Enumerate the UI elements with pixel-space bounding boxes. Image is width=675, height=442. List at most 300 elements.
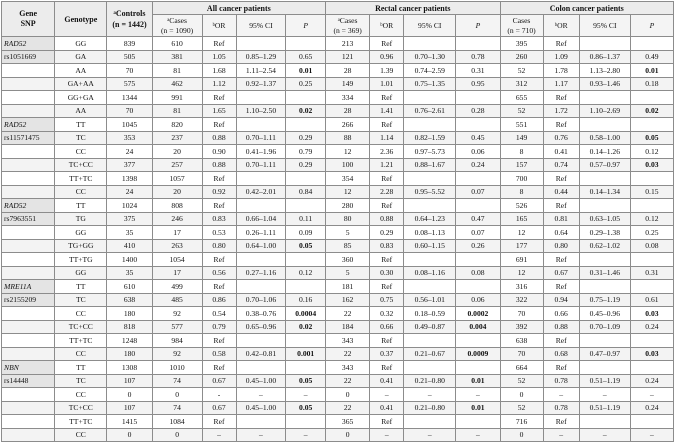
colon-p-cell: –	[630, 388, 673, 402]
controls-cell: 107	[107, 374, 152, 388]
colon-cases-cell: 12	[500, 266, 543, 280]
genotype-cell: CC	[55, 347, 107, 361]
all-cases-cell: 81	[152, 64, 202, 78]
all-cases-cell: 20	[152, 185, 202, 199]
all-p-cell: –	[286, 428, 326, 442]
table-row	[2, 104, 674, 118]
colon-cases-cell: 322	[500, 293, 543, 307]
controls-cell: 35	[107, 266, 152, 280]
rectal-or-cell: –	[370, 388, 404, 402]
colon-p-cell	[630, 334, 673, 348]
rectal-ci-cell	[404, 415, 456, 429]
rectal-ci-cell: 0.08–1.13	[404, 226, 456, 240]
colon-ci-cell	[579, 361, 630, 375]
colon-cases-cell: 0	[500, 388, 543, 402]
rectal-cases-cell: 22	[326, 347, 370, 361]
controls-cell: 1415	[107, 415, 152, 429]
colon-ci-cell: 0.14–1.26	[579, 145, 630, 159]
all-cases-cell: 20	[152, 145, 202, 159]
all-cases-cell: 1057	[152, 172, 202, 186]
all-or-cell: Ref	[202, 172, 236, 186]
rectal-cases-cell: 22	[326, 307, 370, 321]
rectal-ci-cell: 0.97–5.73	[404, 145, 456, 159]
rectal-ci-cell	[404, 118, 456, 132]
gene-cell	[2, 253, 55, 267]
all-or-cell: 0.67	[202, 401, 236, 415]
colon-p-cell: 0.24	[630, 320, 673, 334]
table-row	[2, 334, 674, 348]
header-colon-cases-n: (n = 710)	[507, 25, 536, 35]
table-row	[2, 199, 674, 213]
gene-cell	[2, 77, 55, 91]
colon-p-cell: 0.03	[630, 158, 673, 172]
rectal-p-cell	[456, 361, 500, 375]
header-group-all: All cancer patients	[152, 2, 325, 15]
rectal-p-cell: 0.0002	[456, 307, 500, 321]
colon-ci-cell: 0.86–1.37	[579, 50, 630, 64]
all-cases-cell: 381	[152, 50, 202, 64]
all-cases-cell: 610	[152, 37, 202, 51]
controls-cell: 353	[107, 131, 152, 145]
rectal-p-cell: 0.07	[456, 185, 500, 199]
all-or-cell: Ref	[202, 415, 236, 429]
colon-or-cell: Ref	[543, 280, 579, 294]
rectal-p-cell: –	[456, 428, 500, 442]
rectal-cases-cell: 184	[326, 320, 370, 334]
header-all-p: P	[286, 15, 326, 37]
colon-ci-cell: 0.62–1.02	[579, 239, 630, 253]
gene-cell: RAD52	[2, 118, 55, 132]
header-rectal-cases-label: ᵃCases	[337, 16, 358, 25]
gene-cell	[2, 145, 55, 159]
all-cases-cell: 1054	[152, 253, 202, 267]
rectal-or-cell: 0.83	[370, 239, 404, 253]
colon-cases-cell: 691	[500, 253, 543, 267]
genotype-cell: GG	[55, 226, 107, 240]
all-cases-cell: 74	[152, 374, 202, 388]
rectal-or-cell: 2.28	[370, 185, 404, 199]
colon-or-cell: 0.67	[543, 266, 579, 280]
all-p-cell	[286, 91, 326, 105]
colon-or-cell: 0.66	[543, 307, 579, 321]
rectal-p-cell	[456, 118, 500, 132]
rectal-or-cell: 0.37	[370, 347, 404, 361]
colon-p-cell	[630, 37, 673, 51]
genotype-cell: AA	[55, 104, 107, 118]
colon-ci-cell: 0.63–1.05	[579, 212, 630, 226]
genotype-cell: TT+TC	[55, 415, 107, 429]
genotype-cell: TT+TC	[55, 172, 107, 186]
all-or-cell: Ref	[202, 334, 236, 348]
colon-p-cell: 0.61	[630, 293, 673, 307]
all-cases-cell: 74	[152, 401, 202, 415]
rectal-cases-cell: 22	[326, 401, 370, 415]
all-ci-cell: 0.85–1.29	[236, 50, 286, 64]
all-ci-cell	[236, 280, 286, 294]
table-row	[2, 388, 674, 402]
all-or-cell: 0.90	[202, 145, 236, 159]
colon-cases-cell: 70	[500, 347, 543, 361]
all-or-cell: Ref	[202, 280, 236, 294]
rectal-ci-cell	[404, 253, 456, 267]
table-row	[2, 253, 674, 267]
controls-cell: 24	[107, 185, 152, 199]
rectal-or-cell: 0.75	[370, 293, 404, 307]
rectal-cases-cell: 360	[326, 253, 370, 267]
all-cases-cell: 257	[152, 158, 202, 172]
genotype-cell: TT	[55, 118, 107, 132]
genotype-cell: CC	[55, 185, 107, 199]
rectal-ci-cell: –	[404, 428, 456, 442]
header-controls-label: ᵃControls	[113, 9, 146, 18]
rectal-or-cell: 1.21	[370, 158, 404, 172]
rectal-or-cell: –	[370, 428, 404, 442]
header-rectal-p: P	[456, 15, 500, 37]
rectal-or-cell: Ref	[370, 253, 404, 267]
all-p-cell: 0.05	[286, 374, 326, 388]
all-p-cell	[286, 253, 326, 267]
table-row	[2, 172, 674, 186]
colon-ci-cell: –	[579, 388, 630, 402]
genotype-cell: TG+GG	[55, 239, 107, 253]
all-or-cell: 0.86	[202, 293, 236, 307]
all-cases-cell: 92	[152, 347, 202, 361]
colon-cases-cell: 312	[500, 77, 543, 91]
rectal-or-cell: 0.30	[370, 266, 404, 280]
colon-ci-cell	[579, 415, 630, 429]
colon-p-cell	[630, 253, 673, 267]
colon-cases-cell: 526	[500, 199, 543, 213]
colon-cases-cell: 316	[500, 280, 543, 294]
gene-cell	[2, 104, 55, 118]
colon-p-cell: 0.25	[630, 226, 673, 240]
all-p-cell	[286, 118, 326, 132]
table-row	[2, 239, 674, 253]
genotype-cell: TC	[55, 131, 107, 145]
rectal-ci-cell: 0.21–0.80	[404, 374, 456, 388]
colon-cases-cell: 395	[500, 37, 543, 51]
controls-cell: 0	[107, 428, 152, 442]
rectal-or-cell: 0.41	[370, 401, 404, 415]
genotype-cell: GG	[55, 266, 107, 280]
rectal-ci-cell: 0.08–1.16	[404, 266, 456, 280]
snp-cell: rs1051669	[2, 50, 55, 64]
all-or-cell: Ref	[202, 37, 236, 51]
colon-or-cell: Ref	[543, 172, 579, 186]
gene-cell	[2, 388, 55, 402]
controls-cell: 839	[107, 37, 152, 51]
colon-p-cell: 0.18	[630, 77, 673, 91]
header-all-or: ᵇOR	[202, 15, 236, 37]
rectal-or-cell: Ref	[370, 91, 404, 105]
rectal-or-cell: Ref	[370, 361, 404, 375]
genotype-cell: TT+TC	[55, 334, 107, 348]
rectal-or-cell: 2.36	[370, 145, 404, 159]
genotype-cell: TG	[55, 212, 107, 226]
table-row	[2, 266, 674, 280]
colon-ci-cell: 1.10–2.69	[579, 104, 630, 118]
all-or-cell: 0.79	[202, 320, 236, 334]
rectal-cases-cell: 149	[326, 77, 370, 91]
rectal-or-cell: 0.41	[370, 374, 404, 388]
gene-cell	[2, 347, 55, 361]
all-cases-cell: 81	[152, 104, 202, 118]
rectal-ci-cell	[404, 172, 456, 186]
colon-or-cell: Ref	[543, 91, 579, 105]
rectal-ci-cell: 0.88–1.67	[404, 158, 456, 172]
colon-or-cell: Ref	[543, 118, 579, 132]
controls-cell: 610	[107, 280, 152, 294]
all-cases-cell: 991	[152, 91, 202, 105]
colon-p-cell: 0.12	[630, 212, 673, 226]
genotype-cell: CC	[55, 307, 107, 321]
colon-cases-cell: 52	[500, 64, 543, 78]
table-row	[2, 118, 674, 132]
rectal-cases-cell: 0	[326, 388, 370, 402]
colon-ci-cell: 0.51–1.19	[579, 374, 630, 388]
header-all-cases-label: ᵃCases	[167, 16, 187, 25]
all-ci-cell: 0.45–1.00	[236, 374, 286, 388]
all-p-cell: 0.65	[286, 50, 326, 64]
header-group-rectal: Rectal cancer patients	[326, 2, 500, 15]
table-row	[2, 131, 674, 145]
controls-cell: 1398	[107, 172, 152, 186]
header-colon-cases-label: Cases	[512, 16, 531, 25]
colon-p-cell: 0.02	[630, 104, 673, 118]
colon-ci-cell	[579, 253, 630, 267]
table-row	[2, 320, 674, 334]
colon-ci-cell	[579, 37, 630, 51]
colon-p-cell	[630, 118, 673, 132]
colon-cases-cell: 8	[500, 185, 543, 199]
header-all-cases	[152, 15, 202, 37]
all-or-cell: 1.65	[202, 104, 236, 118]
colon-cases-cell: 260	[500, 50, 543, 64]
gene-cell: MRE11A	[2, 280, 55, 294]
controls-cell: 1344	[107, 91, 152, 105]
colon-ci-cell: 0.47–0.97	[579, 347, 630, 361]
colon-or-cell: 1.78	[543, 64, 579, 78]
genotype-cell: GG+GA	[55, 91, 107, 105]
colon-or-cell: 0.80	[543, 239, 579, 253]
all-cases-cell: 485	[152, 293, 202, 307]
rectal-or-cell: 0.96	[370, 50, 404, 64]
all-ci-cell: 0.27–1.16	[236, 266, 286, 280]
genotype-cell: CC	[55, 388, 107, 402]
rectal-cases-cell: 280	[326, 199, 370, 213]
rectal-cases-cell: 343	[326, 361, 370, 375]
all-or-cell: 0.56	[202, 266, 236, 280]
rectal-p-cell	[456, 199, 500, 213]
rectal-cases-cell: 22	[326, 374, 370, 388]
colon-or-cell: Ref	[543, 253, 579, 267]
rectal-ci-cell	[404, 91, 456, 105]
colon-p-cell	[630, 91, 673, 105]
all-ci-cell	[236, 172, 286, 186]
rectal-cases-cell: 354	[326, 172, 370, 186]
colon-or-cell: Ref	[543, 199, 579, 213]
colon-or-cell: –	[543, 428, 579, 442]
rectal-p-cell: 0.06	[456, 145, 500, 159]
rectal-or-cell: Ref	[370, 334, 404, 348]
rectal-p-cell	[456, 37, 500, 51]
all-or-cell: 0.53	[202, 226, 236, 240]
all-ci-cell: 0.66–1.04	[236, 212, 286, 226]
all-p-cell: 0.02	[286, 320, 326, 334]
all-p-cell: 0.84	[286, 185, 326, 199]
all-p-cell	[286, 280, 326, 294]
rectal-cases-cell: 213	[326, 37, 370, 51]
all-cases-cell: 577	[152, 320, 202, 334]
rectal-ci-cell: 0.95–5.52	[404, 185, 456, 199]
rectal-p-cell: 0.06	[456, 293, 500, 307]
controls-cell: 70	[107, 104, 152, 118]
all-ci-cell: 0.92–1.37	[236, 77, 286, 91]
rectal-cases-cell: 5	[326, 226, 370, 240]
table-row	[2, 280, 674, 294]
colon-or-cell: Ref	[543, 37, 579, 51]
all-p-cell: 0.05	[286, 401, 326, 415]
rectal-p-cell: 0.31	[456, 64, 500, 78]
table-row	[2, 158, 674, 172]
colon-or-cell: –	[543, 388, 579, 402]
rectal-ci-cell: 0.76–2.61	[404, 104, 456, 118]
all-ci-cell: 0.65–0.96	[236, 320, 286, 334]
controls-cell: 638	[107, 293, 152, 307]
rectal-or-cell: 0.29	[370, 226, 404, 240]
snp-cell: rs2155209	[2, 293, 55, 307]
all-or-cell: 1.68	[202, 64, 236, 78]
colon-or-cell: 0.64	[543, 226, 579, 240]
controls-cell: 377	[107, 158, 152, 172]
colon-cases-cell: 551	[500, 118, 543, 132]
colon-ci-cell: 0.58–1.00	[579, 131, 630, 145]
rectal-cases-cell: 88	[326, 131, 370, 145]
colon-cases-cell: 52	[500, 374, 543, 388]
rectal-or-cell: Ref	[370, 172, 404, 186]
table-row	[2, 37, 674, 51]
rectal-cases-cell: 100	[326, 158, 370, 172]
genotype-cell: TT	[55, 361, 107, 375]
rectal-cases-cell: 80	[326, 212, 370, 226]
all-or-cell: 0.54	[202, 307, 236, 321]
genotype-cell: CC	[55, 145, 107, 159]
gene-cell	[2, 226, 55, 240]
header-colon-or: ᵇOR	[543, 15, 579, 37]
rectal-ci-cell	[404, 361, 456, 375]
all-ci-cell	[236, 118, 286, 132]
all-p-cell: 0.05	[286, 239, 326, 253]
gene-cell: RAD52	[2, 37, 55, 51]
header-controls-n: (n = 1442)	[112, 20, 147, 29]
rectal-or-cell: 0.66	[370, 320, 404, 334]
all-p-cell	[286, 415, 326, 429]
all-ci-cell: 0.45–1.00	[236, 401, 286, 415]
rectal-p-cell: 0.47	[456, 212, 500, 226]
all-ci-cell: 0.70–1.11	[236, 131, 286, 145]
colon-cases-cell: 638	[500, 334, 543, 348]
rectal-ci-cell	[404, 280, 456, 294]
all-p-cell: 0.29	[286, 131, 326, 145]
all-or-cell: –	[202, 428, 236, 442]
all-cases-cell: 462	[152, 77, 202, 91]
table-row	[2, 347, 674, 361]
controls-cell: 107	[107, 401, 152, 415]
header-colon-p: P	[630, 15, 673, 37]
rectal-or-cell: Ref	[370, 118, 404, 132]
table-row	[2, 401, 674, 415]
all-p-cell: 0.79	[286, 145, 326, 159]
rectal-cases-cell: 5	[326, 266, 370, 280]
all-p-cell: 0.09	[286, 226, 326, 240]
rectal-p-cell	[456, 91, 500, 105]
all-ci-cell	[236, 361, 286, 375]
all-or-cell: 0.58	[202, 347, 236, 361]
rectal-ci-cell: 0.64–1.23	[404, 212, 456, 226]
colon-cases-cell: 664	[500, 361, 543, 375]
table-row	[2, 77, 674, 91]
table-row	[2, 185, 674, 199]
all-or-cell: 0.83	[202, 212, 236, 226]
colon-or-cell: 1.09	[543, 50, 579, 64]
rectal-cases-cell: 121	[326, 50, 370, 64]
colon-p-cell	[630, 361, 673, 375]
rectal-p-cell: –	[456, 388, 500, 402]
controls-cell: 1308	[107, 361, 152, 375]
colon-ci-cell: 0.51–1.19	[579, 401, 630, 415]
header-all-cases-n: (n = 1090)	[161, 25, 194, 35]
all-or-cell: Ref	[202, 361, 236, 375]
colon-ci-cell	[579, 91, 630, 105]
table-row	[2, 415, 674, 429]
all-ci-cell: 0.42–0.81	[236, 347, 286, 361]
colon-p-cell	[630, 415, 673, 429]
colon-ci-cell: 0.45–0.96	[579, 307, 630, 321]
table-row	[2, 428, 674, 442]
rectal-or-cell: 1.14	[370, 131, 404, 145]
all-ci-cell	[236, 334, 286, 348]
genotype-cell: TC	[55, 374, 107, 388]
gene-cell	[2, 64, 55, 78]
colon-or-cell: 0.88	[543, 320, 579, 334]
rectal-p-cell: 0.0009	[456, 347, 500, 361]
all-p-cell: 0.02	[286, 104, 326, 118]
all-or-cell: 0.67	[202, 374, 236, 388]
all-ci-cell: 0.70–1.06	[236, 293, 286, 307]
colon-cases-cell: 716	[500, 415, 543, 429]
genotype-cell: TC	[55, 293, 107, 307]
rectal-cases-cell: 12	[326, 145, 370, 159]
colon-or-cell: 0.78	[543, 401, 579, 415]
rectal-p-cell: 0.24	[456, 158, 500, 172]
gene-cell	[2, 172, 55, 186]
genotype-cell: TT+TG	[55, 253, 107, 267]
all-ci-cell: 0.26–1.11	[236, 226, 286, 240]
colon-ci-cell: 0.75–1.19	[579, 293, 630, 307]
colon-ci-cell: 0.31–1.46	[579, 266, 630, 280]
header-colon-cases	[500, 15, 543, 37]
genotype-cell: GG	[55, 37, 107, 51]
all-ci-cell: 0.41–1.96	[236, 145, 286, 159]
controls-cell: 35	[107, 226, 152, 240]
colon-cases-cell: 52	[500, 104, 543, 118]
all-cases-cell: 984	[152, 334, 202, 348]
colon-ci-cell	[579, 334, 630, 348]
gene-cell	[2, 428, 55, 442]
colon-cases-cell: 70	[500, 307, 543, 321]
all-p-cell: 0.11	[286, 212, 326, 226]
rectal-p-cell: 0.28	[456, 104, 500, 118]
